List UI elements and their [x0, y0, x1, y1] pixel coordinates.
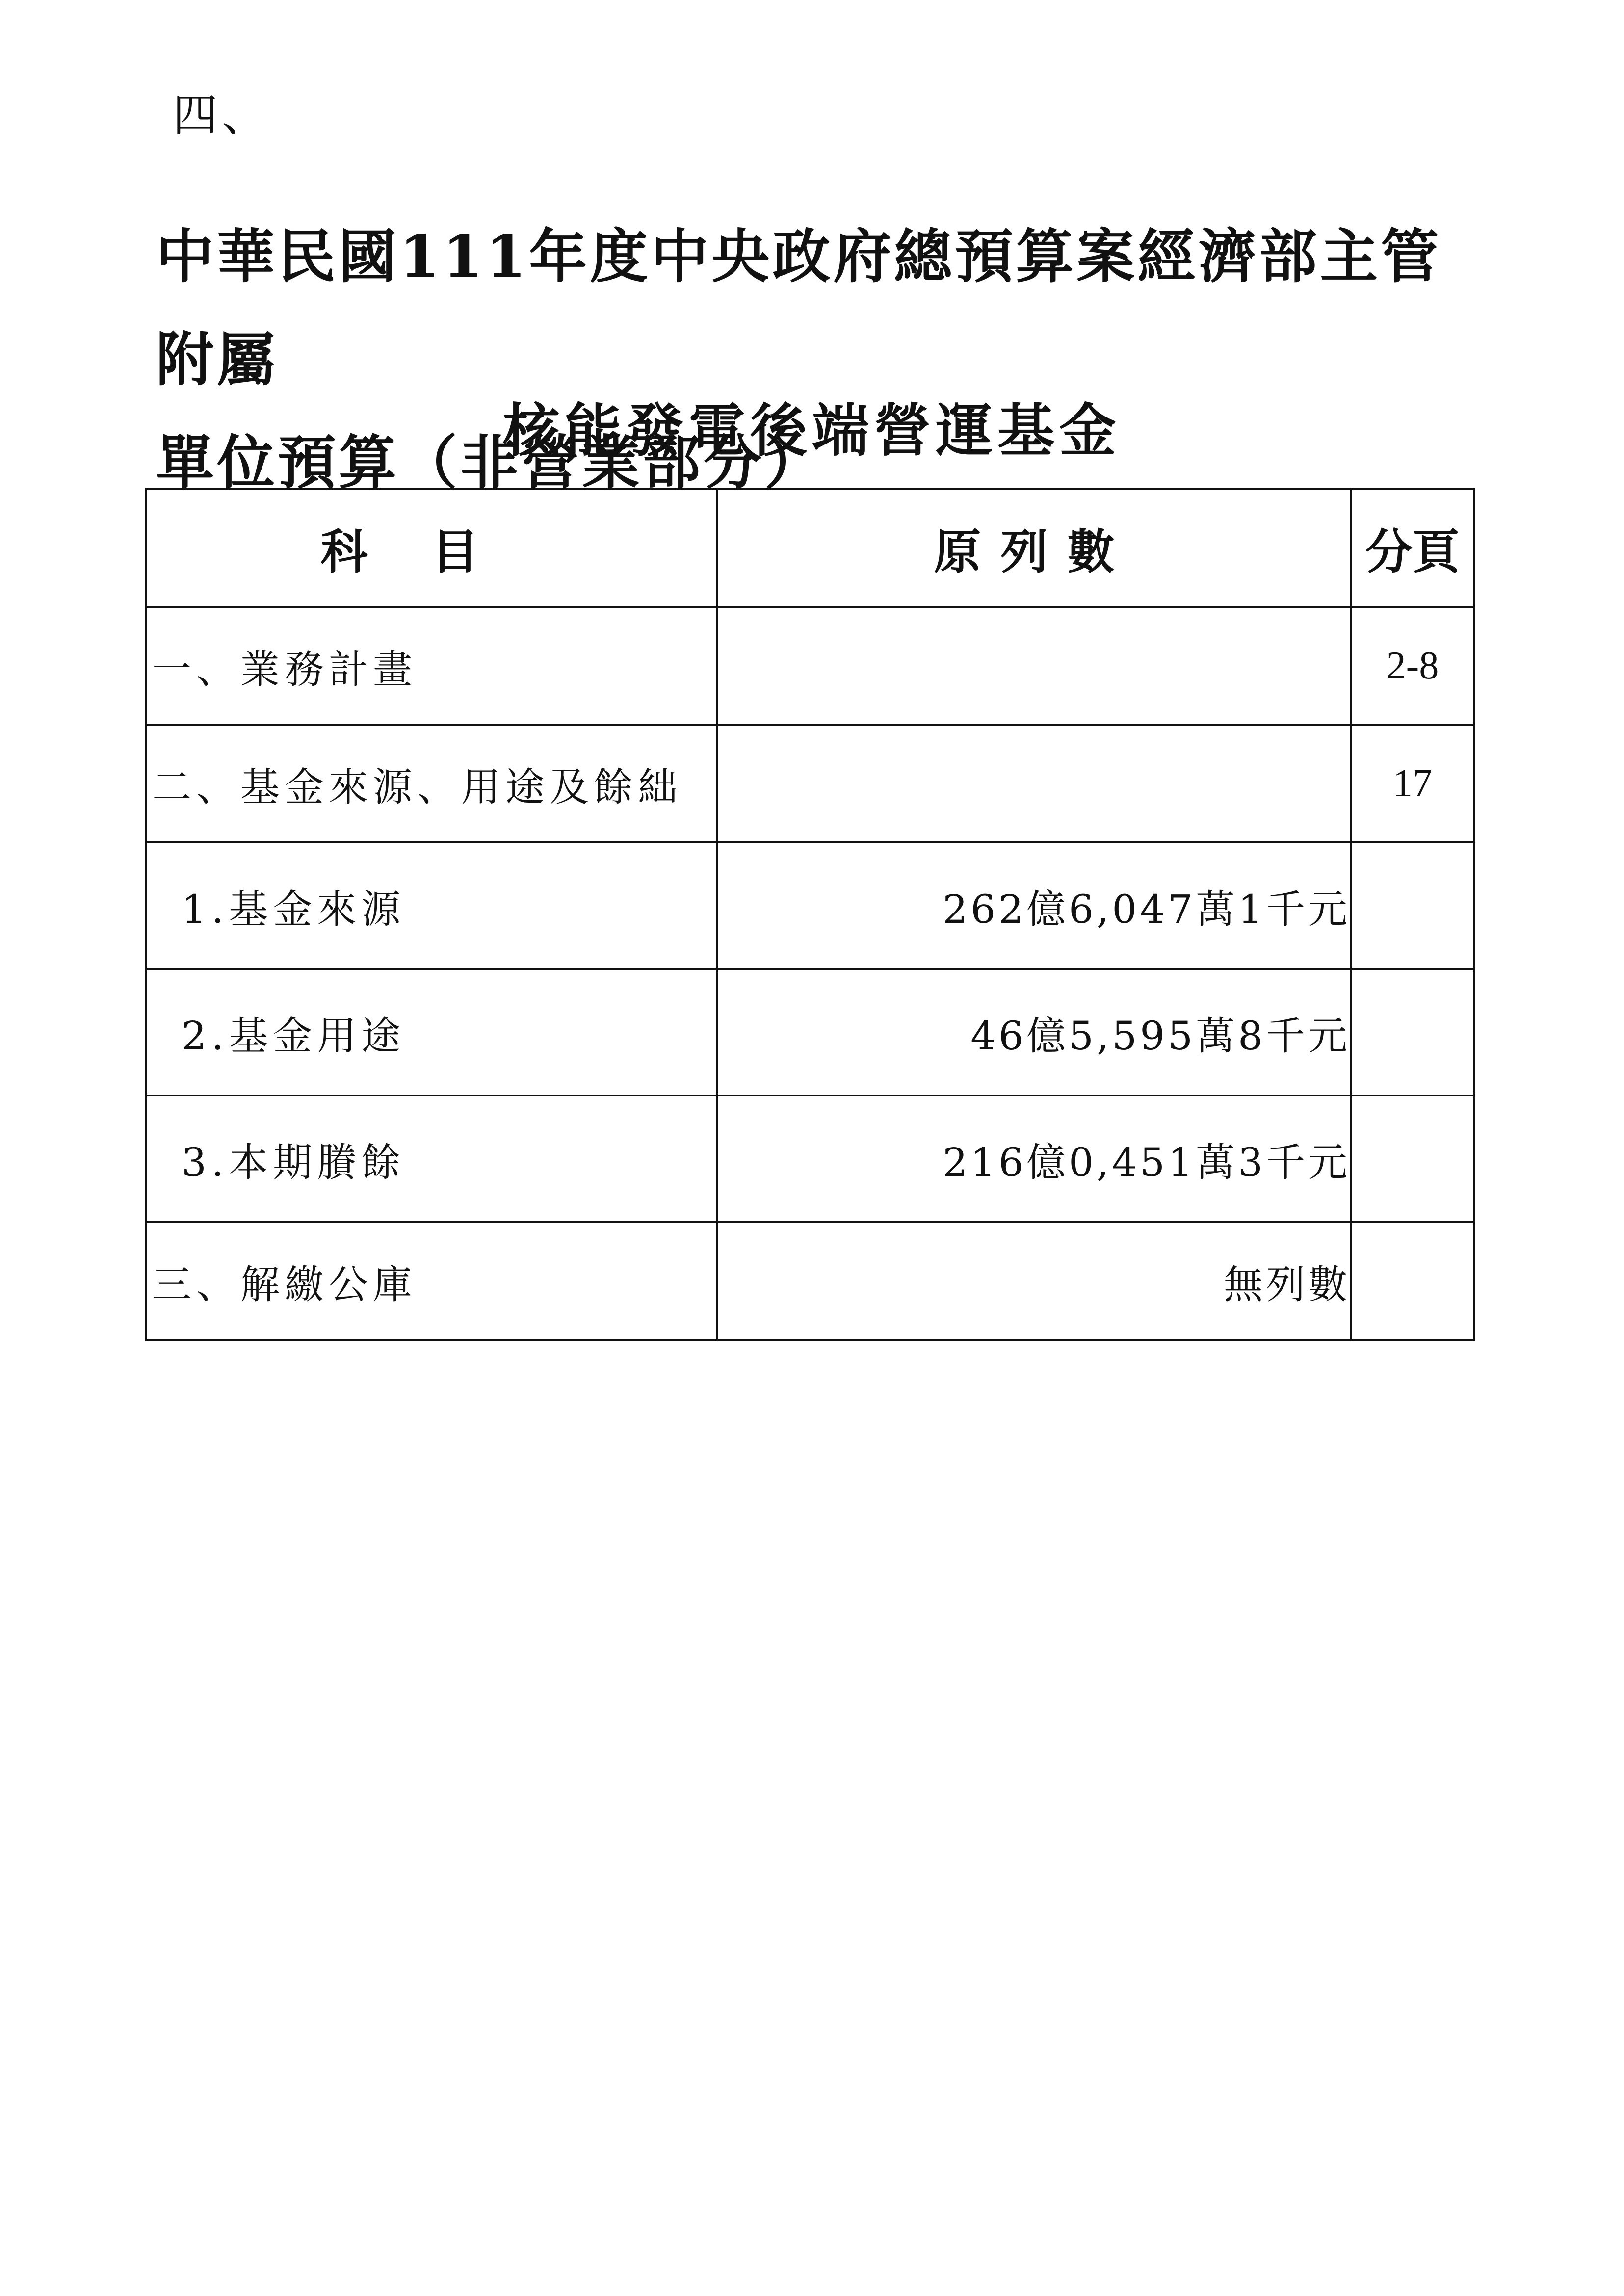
row-page: 2-8: [1351, 607, 1474, 725]
row-item: 1.基金來源: [146, 842, 717, 969]
budget-table: [145, 488, 1475, 1341]
table-row: [146, 842, 1474, 969]
row-page: 17: [1351, 725, 1474, 842]
header-page: 分頁: [1351, 489, 1474, 607]
row-amount: [717, 725, 1351, 842]
row-page: [1351, 969, 1474, 1096]
table-header-row: [146, 489, 1474, 607]
row-page: [1351, 1222, 1474, 1340]
row-amount: 無列數: [717, 1222, 1351, 1340]
document-title: [156, 205, 1451, 514]
row-item: 2.基金用途: [146, 969, 717, 1096]
header-amount: 原列數: [717, 489, 1351, 607]
row-amount: 46億5,595萬8千元: [717, 969, 1351, 1096]
row-item: 一、業務計畫: [146, 607, 717, 725]
table-row: [146, 725, 1474, 842]
row-item: 3.本期賸餘: [146, 1096, 717, 1222]
document-title-line-1: 中華民國111年度中央政府總預算案經濟部主管附屬: [156, 222, 1442, 393]
row-page: [1351, 842, 1474, 969]
row-item: 二、基金來源、用途及餘絀: [146, 725, 717, 842]
fund-name: 核能發電後端營運基金: [503, 397, 1121, 464]
table-row: [146, 969, 1474, 1096]
header-item: 科目: [146, 489, 717, 607]
row-amount: 216億0,451萬3千元: [717, 1096, 1351, 1222]
table-row: [146, 607, 1474, 725]
row-item: 三、解繳公庫: [146, 1222, 717, 1340]
section-number: 四、: [173, 89, 271, 142]
table-row: [146, 1096, 1474, 1222]
row-page: [1351, 1096, 1474, 1222]
document-title-line-2: 單位預算（非營業部分）: [156, 428, 826, 496]
table-row: [146, 1222, 1474, 1340]
row-amount: 262億6,047萬1千元: [717, 842, 1351, 969]
row-amount: [717, 607, 1351, 725]
